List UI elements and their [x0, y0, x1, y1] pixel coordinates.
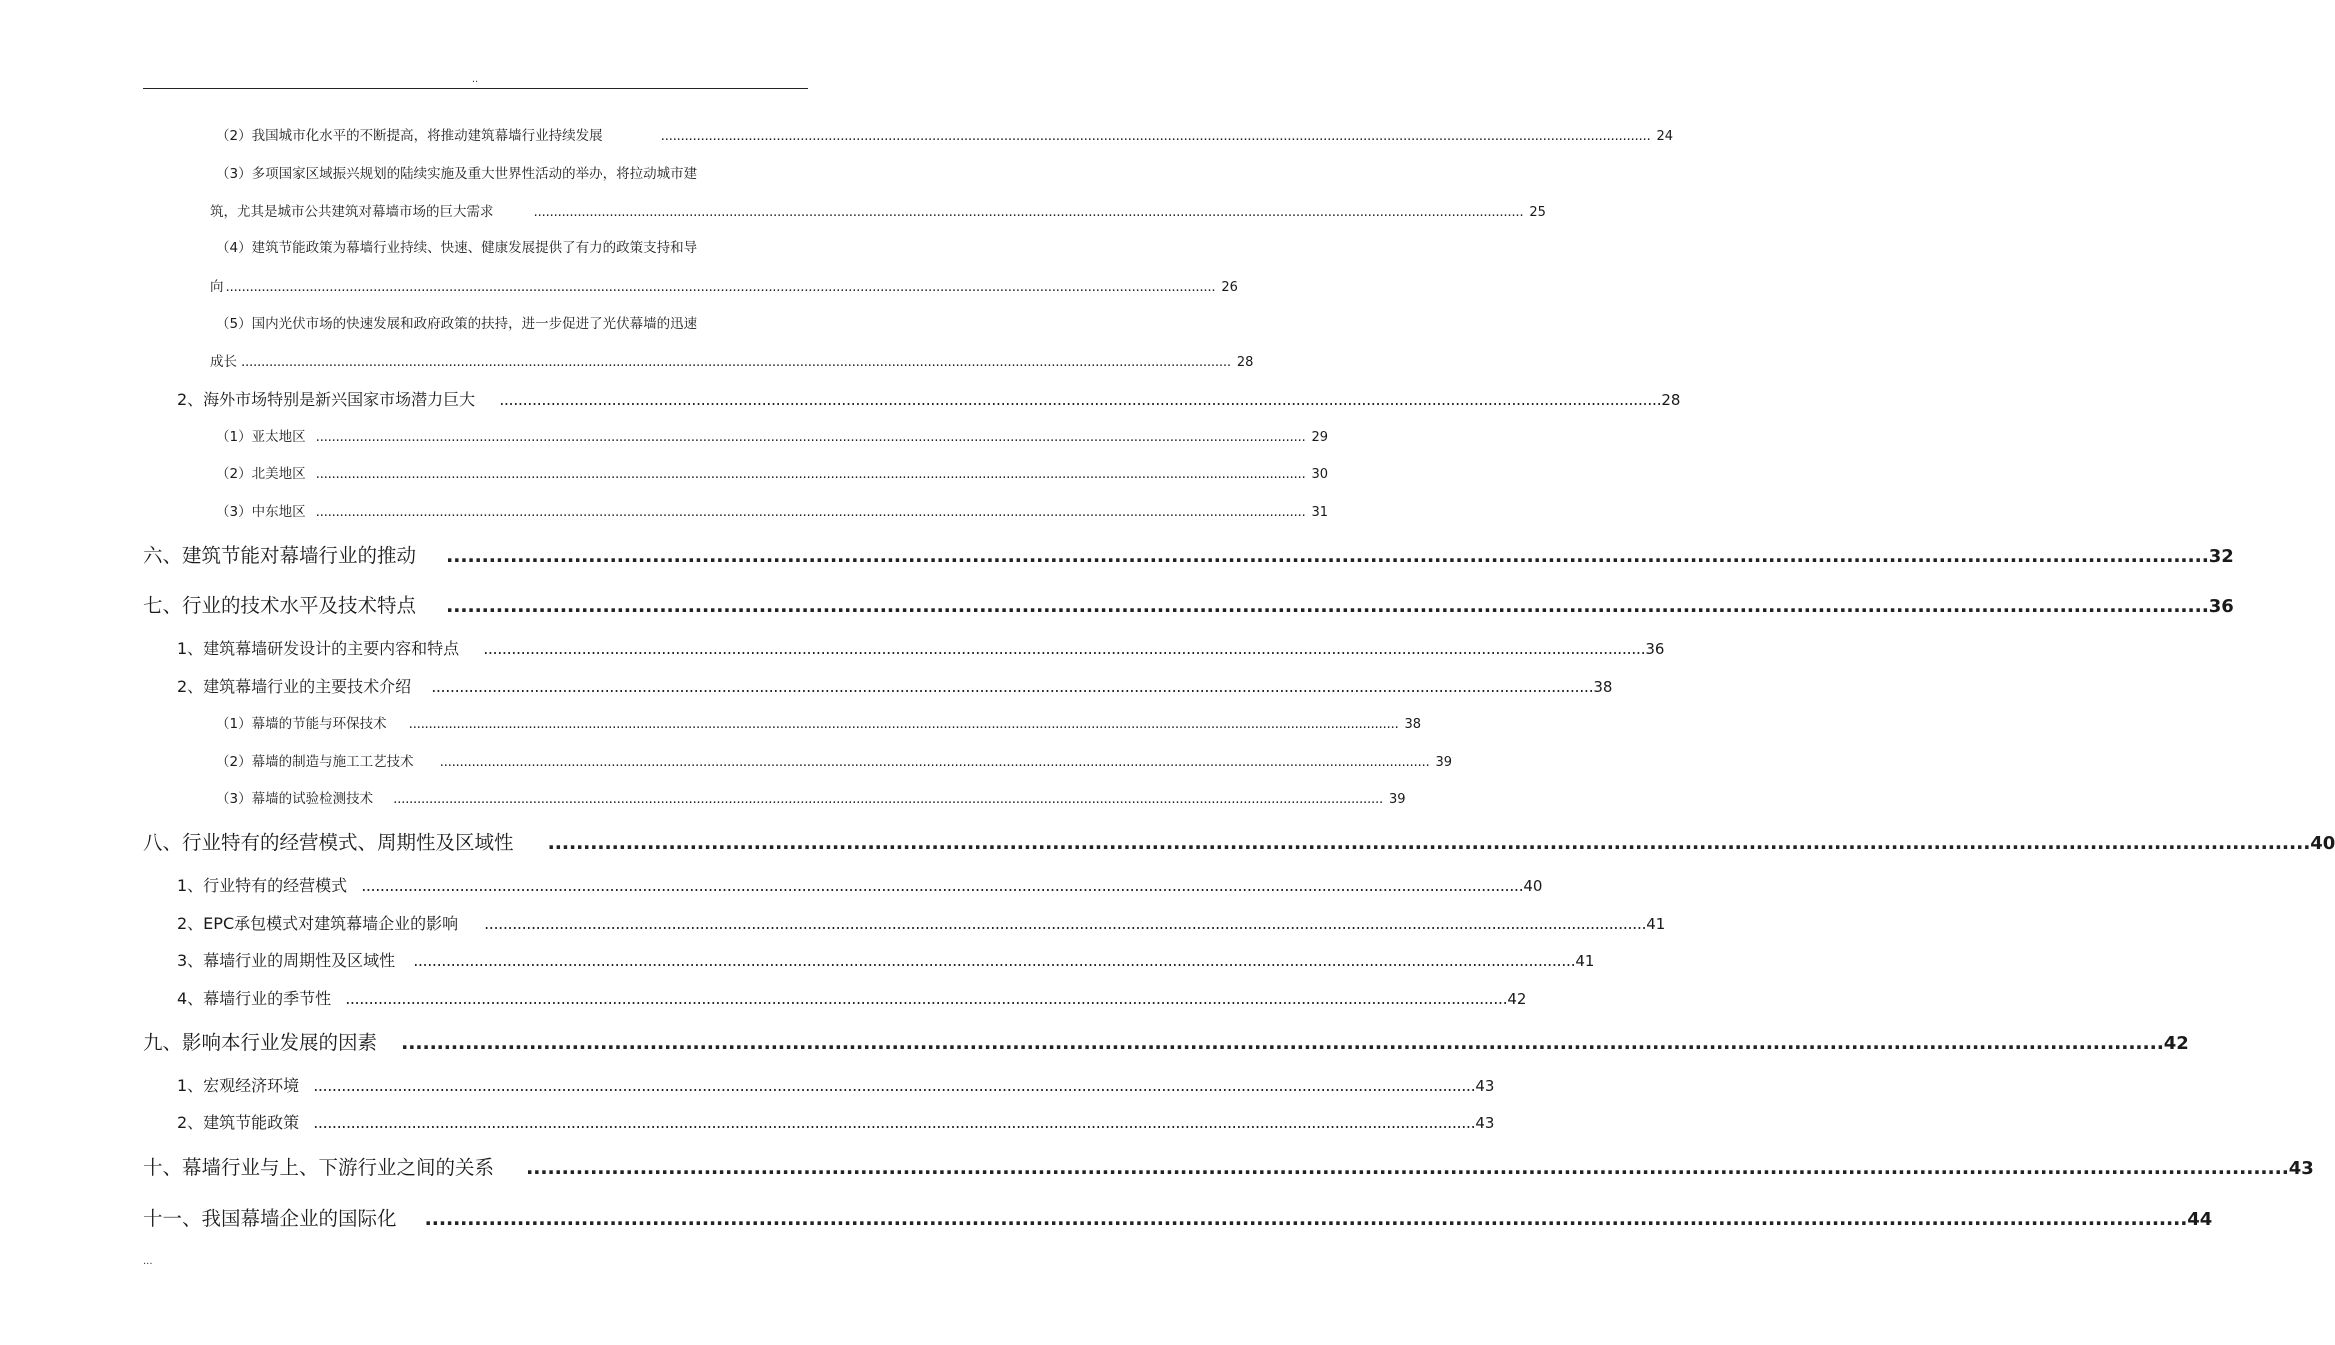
toc-entry-title: 1、行业特有的经营模式	[177, 876, 348, 895]
toc-entry[interactable]	[216, 712, 1421, 732]
toc-entry-title: 4、幕墙行业的季节性	[177, 989, 332, 1008]
toc-leader: ........................................................................................................................................................................................................................................................	[499, 390, 1662, 409]
toc-page-number: 26	[1221, 280, 1238, 295]
toc-entry-title: 1、建筑幕墙研发设计的主要内容和特点	[177, 639, 460, 658]
toc-page-number: 40	[2310, 833, 2335, 854]
toc-entry[interactable]	[143, 540, 2234, 568]
toc-leader: ........................................................................................................................................................................................................................................................	[401, 1031, 2164, 1054]
toc-page-number: 28	[1661, 391, 1681, 409]
toc-entry-title: 2、EPC承包模式对建筑幕墙企业的影响	[177, 914, 459, 933]
toc-entry-title: 2、建筑幕墙行业的主要技术介绍	[177, 677, 412, 696]
header-rule	[143, 88, 808, 89]
toc-page-number: 41	[1575, 952, 1595, 970]
toc-entry-title: 2、海外市场特别是新兴国家市场潜力巨大	[177, 390, 476, 409]
toc-leader: ........................................................................................................................................................................................................................................................	[484, 914, 1647, 933]
toc-page-number: 32	[2208, 546, 2234, 567]
toc-leader: ........................................................................................................................................................................................................................................................	[408, 716, 1399, 732]
toc-page-number: 36	[1645, 640, 1665, 658]
toc-page-number: 29	[1311, 430, 1328, 445]
toc-entry-title: 1、宏观经济环境	[177, 1076, 300, 1095]
toc-leader: ........................................................................................................................................................................................................................................................	[313, 1113, 1476, 1132]
toc-page-number: 42	[2163, 1033, 2189, 1054]
toc-page-number: 36	[2208, 596, 2234, 617]
toc-entry-title[interactable]: （3）多项国家区域振兴规划的陆续实施及重大世界性活动的举办，将拉动城市建	[216, 166, 698, 182]
toc-leader: ........................................................................................................................................................................................................................................................	[361, 876, 1524, 895]
toc-entry[interactable]	[177, 873, 1543, 897]
toc-entry[interactable]	[177, 1073, 1495, 1097]
toc-entry-title: （2）幕墙的制造与施工工艺技术	[216, 754, 414, 770]
toc-page-number: 43	[1475, 1077, 1495, 1095]
toc-entry[interactable]	[210, 350, 1254, 370]
toc-entry[interactable]	[177, 948, 1595, 972]
toc-entry[interactable]	[210, 200, 1546, 220]
toc-entry-title: （3）幕墙的试验检测技术	[216, 791, 374, 807]
toc-entry[interactable]	[143, 1203, 2213, 1231]
toc-entry-title: 七、行业的技术水平及技术特点	[143, 594, 417, 617]
toc-page-number: 25	[1529, 205, 1546, 220]
toc-entry[interactable]	[216, 462, 1328, 482]
toc-entry[interactable]	[216, 124, 1673, 144]
toc-entry-title[interactable]: （5）国内光伏市场的快速发展和政府政策的扶持，进一步促进了光伏幕墙的迅速	[216, 316, 698, 332]
toc-entry[interactable]	[177, 986, 1527, 1010]
toc-entry-title: （1）亚太地区	[216, 429, 306, 445]
toc-entry-title: 向	[210, 279, 224, 295]
toc-entry[interactable]	[177, 674, 1613, 698]
toc-leader: ........................................................................................................................................................................................................................................................	[446, 544, 2209, 567]
toc-page-number: 24	[1656, 129, 1673, 144]
toc-entry-title: 筑，尤其是城市公共建筑对幕墙市场的巨大需求	[210, 204, 494, 220]
toc-page-number: 42	[1507, 990, 1527, 1008]
toc-page-number: 43	[1475, 1114, 1495, 1132]
toc-entry-title: （1）幕墙的节能与环保技术	[216, 716, 387, 732]
toc-page-number: 31	[1311, 505, 1328, 520]
toc-entry-title: （3）中东地区	[216, 504, 306, 520]
toc-page-number: 28	[1236, 355, 1254, 370]
toc-leader: ........................................................................................................................................................................................................................................................	[393, 791, 1383, 807]
toc-page-number: 43	[2288, 1158, 2314, 1179]
toc-page-number: 38	[1404, 717, 1421, 732]
toc-leader: ........................................................................................................................................................................................................................................................	[533, 204, 1524, 220]
toc-page-number: 30	[1311, 467, 1328, 482]
toc-entry[interactable]	[216, 787, 1406, 807]
toc-entry[interactable]	[216, 750, 1452, 770]
toc-leader: ........................................................................................................................................................................................................................................................	[313, 1076, 1476, 1095]
toc-leader: ........................................................................................................................................................................................................................................................	[483, 639, 1646, 658]
toc-page-number: 38	[1593, 678, 1613, 696]
toc-leader: ........................................................................................................................................................................................................................................................	[315, 429, 1306, 445]
toc-entry[interactable]	[177, 1110, 1495, 1134]
toc-entry-title: 3、幕墙行业的周期性及区域性	[177, 951, 396, 970]
toc-leader: ........................................................................................................................................................................................................................................................	[547, 831, 2311, 854]
toc-leader: ........................................................................................................................................................................................................................................................	[526, 1156, 2289, 1179]
toc-page-number: 39	[1388, 792, 1406, 807]
toc-entry-title[interactable]: （4）建筑节能政策为幕墙行业持续、快速、健康发展提供了有力的政策支持和导	[216, 240, 698, 256]
toc-entry[interactable]	[216, 425, 1328, 445]
toc-entry-title: 十、幕墙行业与上、下游行业之间的关系	[143, 1156, 495, 1179]
toc-leader: ........................................................................................................................................................................................................................................................	[413, 951, 1576, 970]
header-mark: ..	[471, 74, 479, 85]
toc-entry-title: （2）北美地区	[216, 466, 306, 482]
toc-entry[interactable]	[177, 911, 1666, 935]
toc-entry[interactable]	[210, 275, 1238, 295]
toc-entry-title: 九、影响本行业发展的因素	[143, 1031, 378, 1054]
toc-leader: ........................................................................................................................................................................................................................................................	[345, 989, 1508, 1008]
toc-leader: ........................................................................................................................................................................................................................................................	[225, 279, 1216, 295]
toc-leader: ........................................................................................................................................................................................................................................................	[315, 466, 1306, 482]
toc-page-number: 41	[1646, 915, 1666, 933]
toc-leader: ........................................................................................................................................................................................................................................................	[424, 1207, 2188, 1230]
toc-leader: ........................................................................................................................................................................................................................................................	[660, 128, 1651, 144]
toc-entry[interactable]	[143, 1152, 2314, 1180]
toc-entry[interactable]	[143, 1027, 2189, 1055]
toc-leader: ........................................................................................................................................................................................................................................................	[315, 504, 1306, 520]
toc-entry-title: 十一、我国幕墙企业的国际化	[143, 1207, 397, 1230]
toc-entry-title: 八、行业特有的经营模式、周期性及区域性	[143, 831, 514, 854]
toc-leader: ........................................................................................................................................................................................................................................................	[241, 354, 1231, 370]
toc-entry-title: 六、建筑节能对幕墙行业的推动	[143, 544, 417, 567]
toc-leader: ........................................................................................................................................................................................................................................................	[439, 754, 1430, 770]
toc-entry[interactable]	[143, 590, 2234, 618]
toc-entry[interactable]	[177, 387, 1681, 411]
toc-leader: ........................................................................................................................................................................................................................................................	[431, 677, 1594, 696]
toc-page-number: 39	[1435, 755, 1452, 770]
toc-entry[interactable]	[177, 636, 1665, 660]
toc-leader: ........................................................................................................................................................................................................................................................	[446, 594, 2209, 617]
toc-entry-title: （2）我国城市化水平的不断提高，将推动建筑幕墙行业持续发展	[216, 128, 603, 144]
toc-entry-title: 成长	[210, 354, 237, 370]
toc-entry[interactable]	[216, 500, 1328, 520]
toc-entry[interactable]	[143, 827, 2335, 855]
footer-mark: ...	[143, 1256, 153, 1267]
toc-entry-title: 2、建筑节能政策	[177, 1113, 300, 1132]
toc-page-number: 40	[1523, 877, 1543, 895]
toc-page-number: 44	[2187, 1209, 2213, 1230]
